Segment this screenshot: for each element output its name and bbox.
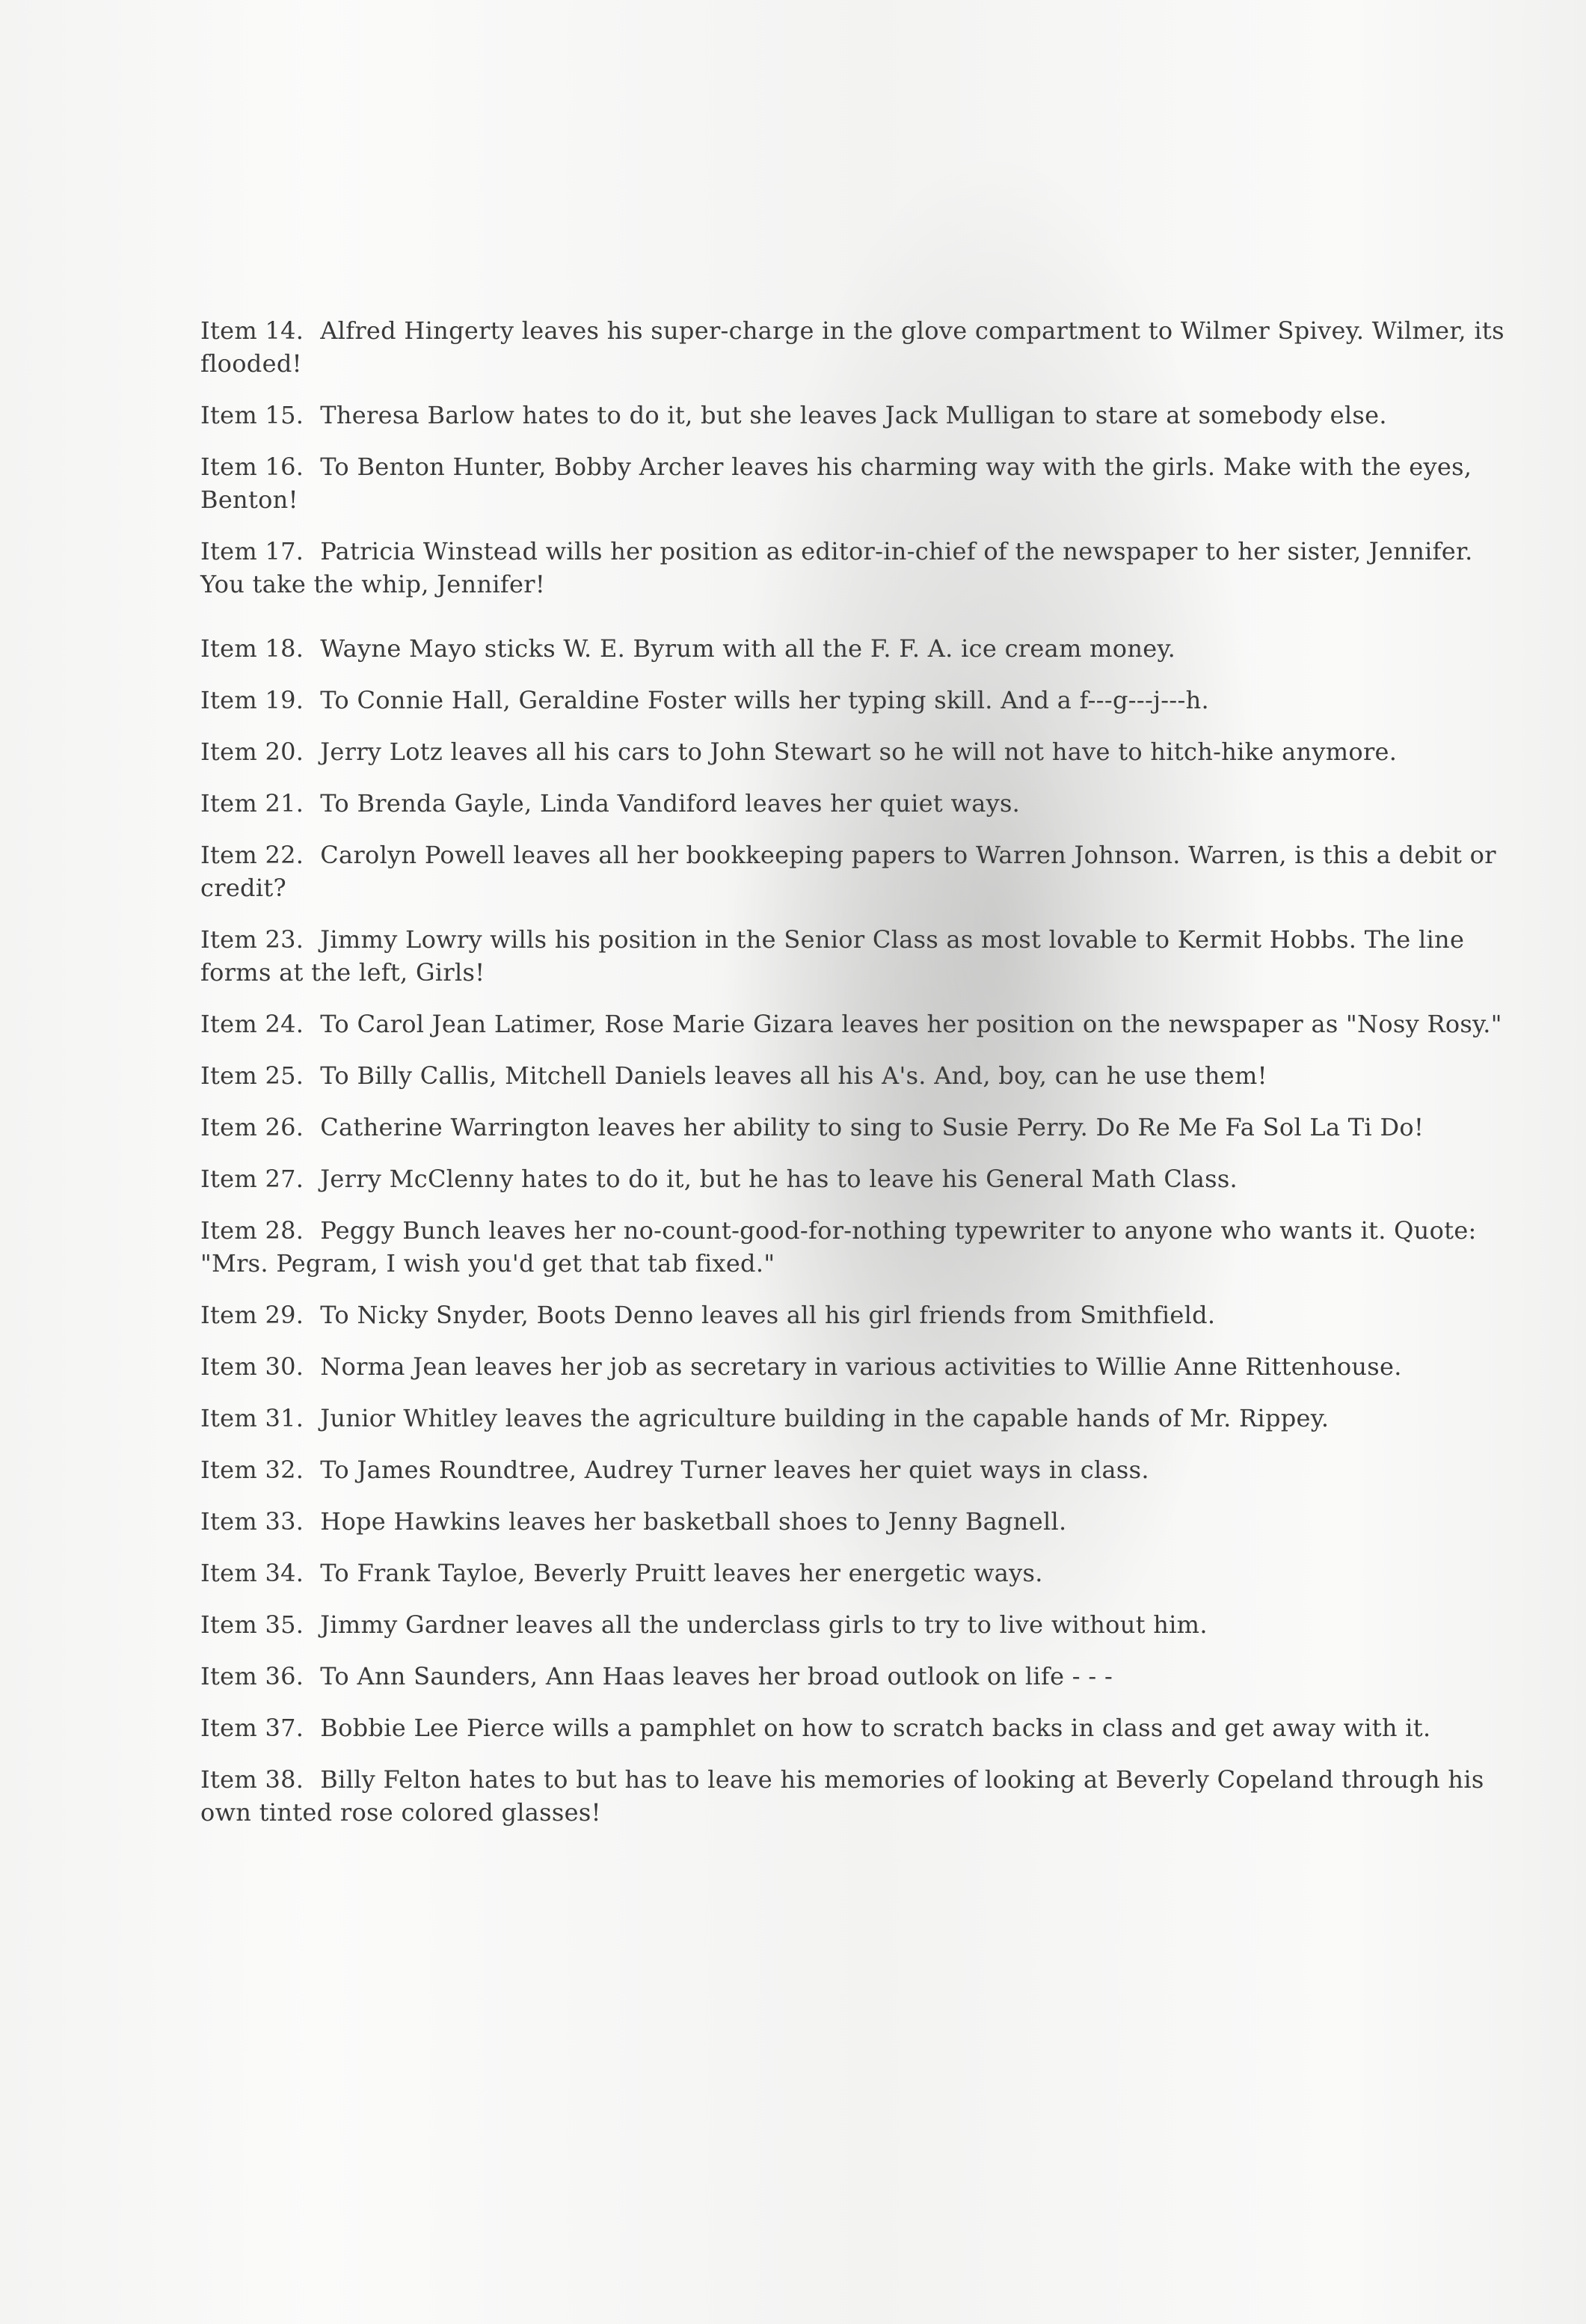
- item-number: Item 16.: [200, 453, 304, 481]
- item-text: Jerry Lotz leaves all his cars to John Stewart so he will not have to hitch-hike anymore.: [320, 738, 1398, 766]
- will-item: [200, 450, 1516, 516]
- will-item: [200, 1214, 1516, 1280]
- item-text: To Nicky Snyder, Boots Denno leaves all his girl friends from Smithfield.: [320, 1301, 1216, 1329]
- item-number: Item 34.: [200, 1559, 304, 1587]
- item-number: Item 26.: [200, 1113, 304, 1141]
- item-text: Patricia Winstead wills her position as editor-in-chief of the newspaper to her sister, Jennifer. You take the whip, Jennifer!: [200, 537, 1473, 598]
- item-text: Bobbie Lee Pierce wills a pamphlet on how to scratch backs in class and get away with it.: [320, 1714, 1431, 1742]
- item-number: Item 24.: [200, 1010, 304, 1038]
- item-text: To Ann Saunders, Ann Haas leaves her broad outlook on life - - -: [320, 1662, 1113, 1690]
- will-item: [200, 1608, 1516, 1641]
- item-number: Item 27.: [200, 1165, 304, 1193]
- item-number: Item 30.: [200, 1352, 304, 1381]
- item-text: Junior Whitley leaves the agriculture building in the capable hands of Mr. Rippey.: [320, 1404, 1330, 1432]
- will-item: [200, 632, 1516, 665]
- item-text: Alfred Hingerty leaves his super-charge in the glove compartment to Wilmer Spivey. Wilmer, its flooded!: [200, 316, 1504, 378]
- will-item: [200, 838, 1516, 904]
- item-number: Item 22.: [200, 841, 304, 869]
- will-item: [200, 1660, 1516, 1693]
- item-text: Norma Jean leaves her job as secretary in various activities to Willie Anne Rittenhouse.: [320, 1352, 1402, 1381]
- item-text: Peggy Bunch leaves her no-count-good-for-nothing typewriter to anyone who wants it. Quote: "Mrs. Pegram, I wish you'd get that tab fixed.": [200, 1216, 1477, 1278]
- item-text: To Brenda Gayle, Linda Vandiford leaves her quiet ways.: [320, 789, 1021, 818]
- item-number: Item 23.: [200, 925, 304, 954]
- item-text: Billy Felton hates to but has to leave his memories of looking at Beverly Copeland through his own tinted rose colored glasses!: [200, 1765, 1484, 1827]
- item-text: To Benton Hunter, Bobby Archer leaves his charming way with the girls. Make with the eyes, Benton!: [200, 453, 1472, 514]
- item-text: Catherine Warrington leaves her ability to sing to Susie Perry. Do Re Me Fa Sol La Ti Do!: [320, 1113, 1424, 1141]
- will-item: [200, 787, 1516, 820]
- will-item: [200, 684, 1516, 717]
- item-text: Jimmy Lowry wills his position in the Senior Class as most lovable to Kermit Hobbs. The line forms at the left, Girls!: [200, 925, 1465, 987]
- item-text: To Billy Callis, Mitchell Daniels leaves all his A's. And, boy, can he use them!: [320, 1061, 1267, 1090]
- item-number: Item 33.: [200, 1507, 304, 1536]
- item-number: Item 28.: [200, 1216, 304, 1245]
- will-item: [200, 1505, 1516, 1538]
- will-item: [200, 1402, 1516, 1435]
- will-item: [200, 1299, 1516, 1331]
- item-text: To Connie Hall, Geraldine Foster wills her typing skill. And a f---g---j---h.: [320, 686, 1210, 714]
- item-number: Item 36.: [200, 1662, 304, 1690]
- item-number: Item 31.: [200, 1404, 304, 1432]
- item-text: Hope Hawkins leaves her basketball shoes to Jenny Bagnell.: [320, 1507, 1067, 1536]
- item-text: Carolyn Powell leaves all her bookkeeping papers to Warren Johnson. Warren, is this a debit or credit?: [200, 841, 1496, 902]
- will-item: [200, 1162, 1516, 1195]
- item-text: Jimmy Gardner leaves all the underclass girls to try to live without him.: [320, 1610, 1208, 1639]
- item-number: Item 25.: [200, 1061, 304, 1090]
- will-items-list: [200, 314, 1516, 1848]
- item-text: Wayne Mayo sticks W. E. Byrum with all the F. F. A. ice cream money.: [320, 634, 1176, 663]
- will-item: [200, 923, 1516, 989]
- item-number: Item 38.: [200, 1765, 304, 1794]
- item-number: Item 20.: [200, 738, 304, 766]
- item-text: To Carol Jean Latimer, Rose Marie Gizara leaves her position on the newspaper as "Nosy Rosy.": [320, 1010, 1502, 1038]
- will-item: [200, 1059, 1516, 1092]
- item-number: Item 19.: [200, 686, 304, 714]
- item-number: Item 29.: [200, 1301, 304, 1329]
- will-item: [200, 1008, 1516, 1040]
- item-number: Item 14.: [200, 316, 304, 345]
- will-item: [200, 1453, 1516, 1486]
- will-item: [200, 1763, 1516, 1829]
- item-number: Item 21.: [200, 789, 304, 818]
- item-number: Item 37.: [200, 1714, 304, 1742]
- will-item: [200, 1711, 1516, 1744]
- will-item: [200, 1350, 1516, 1383]
- item-text: Jerry McClenny hates to do it, but he has to leave his General Math Class.: [320, 1165, 1238, 1193]
- will-item: [200, 399, 1516, 432]
- item-number: Item 15.: [200, 401, 304, 429]
- item-text: To James Roundtree, Audrey Turner leaves her quiet ways in class.: [320, 1456, 1149, 1484]
- item-number: Item 32.: [200, 1456, 304, 1484]
- item-number: Item 35.: [200, 1610, 304, 1639]
- item-text: Theresa Barlow hates to do it, but she leaves Jack Mulligan to stare at somebody else.: [320, 401, 1387, 429]
- will-item: [200, 1111, 1516, 1144]
- item-text: To Frank Tayloe, Beverly Pruitt leaves her energetic ways.: [320, 1559, 1043, 1587]
- item-number: Item 17.: [200, 537, 304, 565]
- will-item: [200, 535, 1516, 601]
- will-item: [200, 1557, 1516, 1589]
- will-item: [200, 314, 1516, 380]
- will-item: [200, 735, 1516, 768]
- item-number: Item 18.: [200, 634, 304, 663]
